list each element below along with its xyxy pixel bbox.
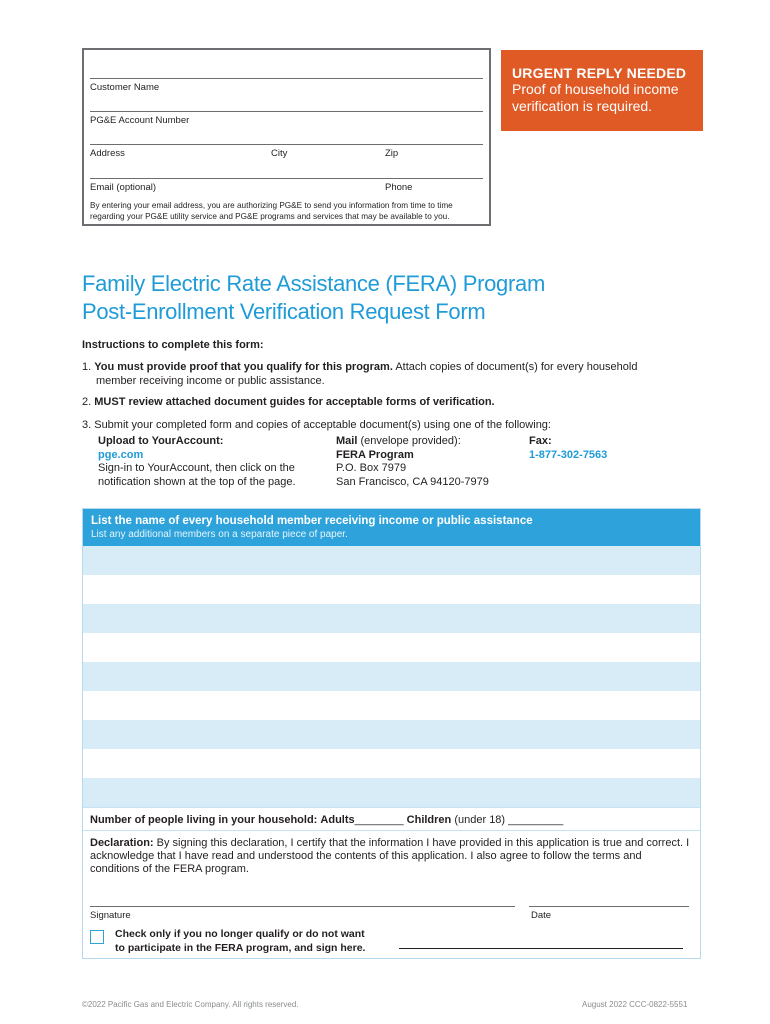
opt-out-line-2: to participate in the FERA program, and sign here.	[115, 942, 366, 954]
instruction-2	[82, 396, 495, 410]
members-header	[83, 509, 700, 546]
household-members-section	[82, 508, 701, 959]
member-row[interactable]	[83, 546, 700, 575]
declaration	[90, 837, 690, 876]
instruction-2-number: 2.	[82, 396, 92, 408]
mail-note: (envelope provided):	[357, 435, 461, 447]
account-number-label: PG&E Account Number	[90, 115, 190, 126]
upload-title: Upload to YourAccount:	[98, 435, 224, 447]
member-row[interactable]	[83, 691, 700, 720]
footer-copyright: ©2022 Pacific Gas and Electric Company. All rights reserved.	[82, 1000, 299, 1009]
title-line-2: Post-Enrollment Verification Request Form	[82, 299, 486, 324]
address-label: Address	[90, 148, 125, 159]
urgent-notice	[501, 50, 703, 131]
opt-out-signature-line[interactable]	[399, 948, 683, 949]
page-title	[82, 270, 545, 326]
adults-label: Adults	[320, 814, 355, 826]
household-divider	[83, 830, 700, 831]
mail-program: FERA Program	[336, 448, 414, 461]
declaration-label: Declaration:	[90, 837, 154, 849]
customer-name-line[interactable]	[90, 78, 483, 79]
members-heading: List the name of every household member receiving income or public assistance	[91, 515, 533, 527]
upload-line-2: notification shown at the top of the page.	[98, 475, 296, 488]
upload-line-1: Sign-in to YourAccount, then click on the	[98, 462, 295, 474]
member-row[interactable]	[83, 604, 700, 633]
instruction-1-bold: You must provide proof that you qualify for this program.	[94, 361, 393, 373]
title-line-1: Family Electric Rate Assistance (FERA) Program	[82, 271, 545, 296]
declaration-text: By signing this declaration, I certify that the information I have provided in this application is true and correct. I acknowledge that I have read and understood the contents of this application. I also agree to follow the terms and conditions of the FERA program.	[90, 837, 690, 875]
instruction-1-line2: member receiving income or public assistance.	[96, 375, 325, 387]
member-row[interactable]	[83, 778, 700, 807]
customer-name-label: Customer Name	[90, 82, 160, 93]
mail-title: Mail	[336, 435, 358, 447]
upload-option	[98, 435, 296, 489]
urgent-title: URGENT REPLY NEEDED	[512, 65, 687, 81]
signature-line[interactable]	[90, 906, 515, 907]
household-count	[90, 814, 563, 828]
children-label: Children	[406, 814, 452, 826]
instruction-1-number: 1.	[82, 361, 92, 373]
adults-blank[interactable]: ________	[354, 814, 404, 826]
instruction-1-rest: Attach copies of document(s) for every household	[392, 361, 638, 373]
phone-label: Phone	[385, 182, 413, 193]
row-divider	[83, 807, 700, 808]
mail-box: P.O. Box 7979	[336, 462, 407, 474]
member-row[interactable]	[83, 575, 700, 604]
opt-out-text	[115, 927, 365, 955]
member-row[interactable]	[83, 633, 700, 662]
footer-code: August 2022 CCC-0822-5551	[582, 1000, 688, 1009]
signature-label: Signature	[90, 910, 131, 921]
city-label: City	[271, 148, 288, 159]
upload-link[interactable]: pge.com	[98, 448, 144, 461]
household-label: Number of people living in your household:	[90, 814, 318, 826]
mail-option	[336, 435, 489, 489]
fax-option	[529, 435, 607, 462]
urgent-body: Proof of household income verification is required.	[512, 81, 679, 114]
member-row[interactable]	[83, 749, 700, 778]
opt-out-line-1: Check only if you no longer qualify or do not want	[115, 928, 365, 940]
mail-city: San Francisco, CA 94120-7979	[336, 475, 489, 488]
address-line[interactable]	[90, 144, 483, 145]
account-number-line[interactable]	[90, 111, 483, 112]
email-disclaimer: By entering your email address, you are authorizing PG&E to send you information from time to time regarding your PG&E utility service and PG&E programs and services that may be available to you.	[90, 201, 453, 221]
instruction-2-bold: MUST review attached document guides for acceptable forms of verification.	[94, 396, 495, 408]
member-row[interactable]	[83, 720, 700, 749]
opt-out-checkbox[interactable]	[90, 930, 104, 944]
email-phone-line[interactable]	[90, 178, 483, 179]
date-label: Date	[531, 910, 552, 921]
mail-title-row	[336, 435, 489, 449]
instruction-3: 3. Submit your completed form and copies of acceptable document(s) using one of the following:	[82, 419, 551, 431]
children-note[interactable]: (under 18) _________	[451, 814, 564, 826]
fax-number: 1-877-302-7563	[529, 448, 608, 461]
members-subheading: List any additional members on a separate piece of paper.	[91, 529, 348, 540]
email-label: Email (optional)	[90, 182, 156, 193]
instructions-heading: Instructions to complete this form:	[82, 339, 264, 351]
zip-label: Zip	[385, 148, 399, 159]
fax-title: Fax:	[529, 435, 552, 447]
customer-info-box	[82, 48, 491, 226]
member-row[interactable]	[83, 662, 700, 691]
date-line[interactable]	[529, 906, 689, 907]
instruction-1	[82, 361, 637, 375]
